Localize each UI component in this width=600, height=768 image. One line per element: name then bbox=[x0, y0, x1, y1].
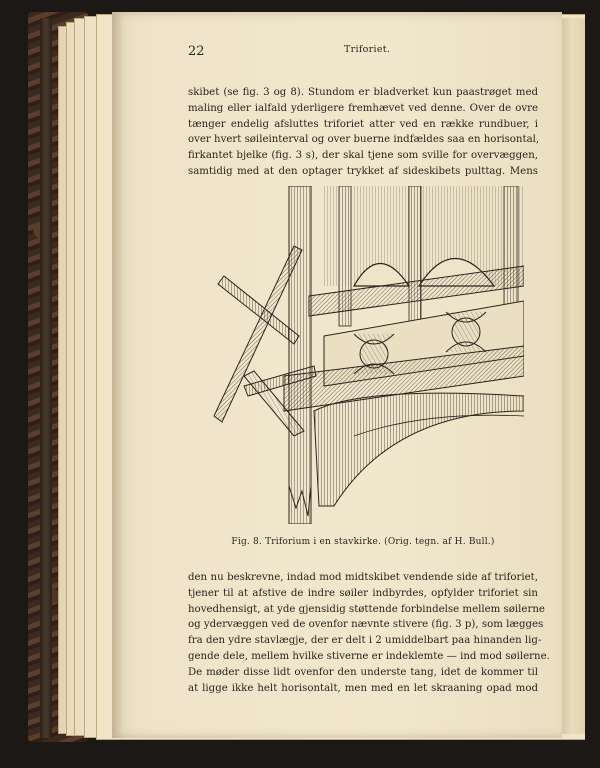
paragraph-top bbox=[188, 85, 538, 180]
triforium-engraving bbox=[204, 186, 524, 524]
book-page bbox=[112, 12, 562, 738]
text-line: fra den ydre stavlægje, der er delt i 2 umiddelbart paa hinanden lig- bbox=[188, 635, 542, 647]
running-head: Triforiet. bbox=[344, 44, 391, 55]
text-line: den nu beskrevne, indad mod midtskibet vendende side af triforiet, bbox=[188, 572, 538, 583]
text-line: maling eller ialfald yderligere fremhævet ved denne. Over de ovre bbox=[188, 102, 538, 114]
text-line: samtidig med at den optager trykket af sideskibets pulttag. Mens bbox=[188, 165, 538, 177]
text-line: firkantet bjelke (fig. 3 s), der skal tjene som sville for overvæggen, bbox=[188, 150, 538, 162]
text-line: gende dele, mellem hvilke stiverne er indeklemte — ind mod søilerne. bbox=[188, 650, 550, 662]
text-line: tjener til at afstive de indre søiler indbyrdes, opfylder triforiet sin bbox=[188, 587, 538, 599]
book-spine bbox=[40, 18, 52, 738]
text-line: at ligge ikke helt horisontalt, men med en let skraaning opad mod bbox=[188, 682, 538, 694]
text-line: over hvert søileinterval og over buerne indfældes saa en horisontal, bbox=[188, 134, 540, 146]
text-line: og ydervæggen ved de ovenfor nævnte stivere (fig. 3 p), som lægges bbox=[188, 619, 544, 631]
page-number: 22 bbox=[188, 44, 205, 59]
background-edge bbox=[585, 0, 600, 768]
figure-caption: Fig. 8. Triforium i en stavkirke. (Orig. tegn. af H. Bull.) bbox=[231, 537, 495, 547]
text-line: De møder disse lidt ovenfor den underste tang, idet de kommer til bbox=[188, 666, 538, 678]
paragraph-bottom bbox=[188, 570, 550, 696]
text-line: tænger endelig afsluttes triforiet atter ved en række rundbuer, i bbox=[188, 118, 538, 130]
text-line: skibet (se fig. 3 og 8). Stundom er bladverket kun paastrøget med bbox=[188, 87, 538, 98]
text-line: hovedhensigt, at yde gjensidig støttende forbindelse mellem søilerne bbox=[188, 603, 545, 615]
